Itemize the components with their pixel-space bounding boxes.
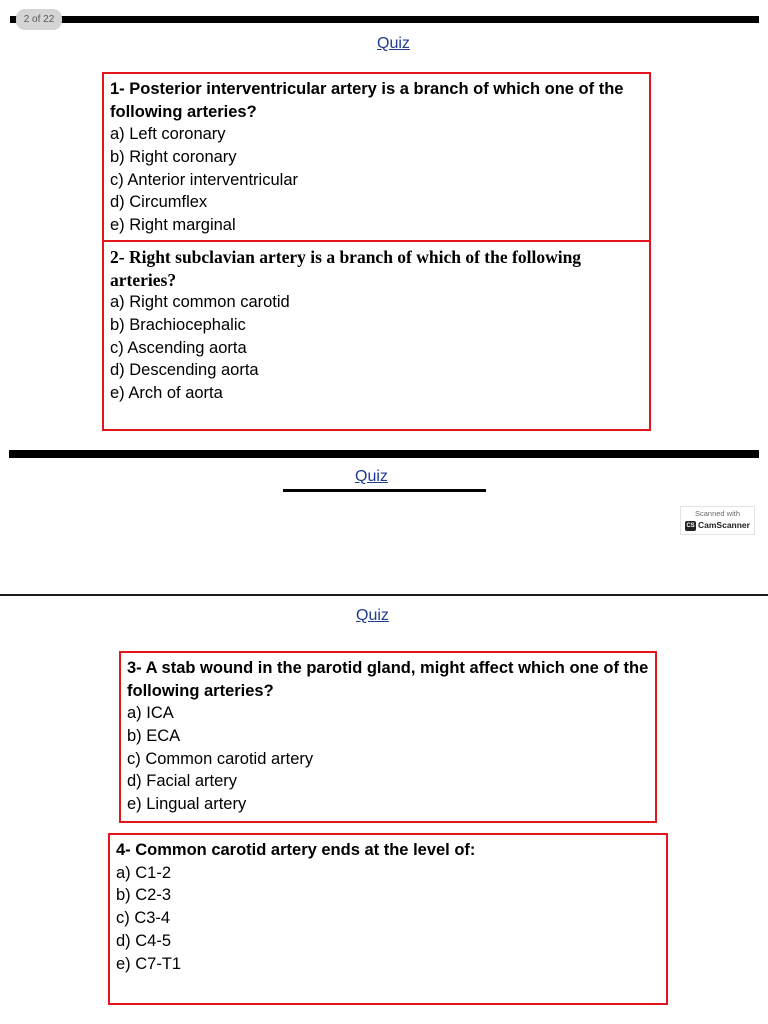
question-3-option-d: d) Facial artery [127, 772, 238, 791]
question-1-option-a: a) Left coronary [110, 125, 226, 143]
camscanner-watermark [680, 506, 755, 535]
question-1-text: 1- Posterior interventricular artery is a branch of which one of the following arteries? [110, 80, 624, 121]
question-3-text: 3- A stab wound in the parotid gland, might affect which one of the following arteries? [127, 659, 649, 700]
question-4-option-e: e) C7-T1 [116, 954, 182, 973]
question-4-box [108, 833, 668, 1005]
question-1-option-e: e) Right marginal [110, 216, 236, 235]
slide-separator-bar [9, 450, 759, 458]
question-2-text: 2- Right subclavian artery is a branch of which of the following arteries? [110, 247, 582, 290]
question-2-option-e: e) Arch of aorta [110, 384, 223, 403]
question-4-option-c: c) C3-4 [116, 909, 171, 928]
question-2-option-a: a) Right common carotid [110, 293, 290, 311]
question-3-option-e: e) Lingual artery [127, 795, 247, 814]
question-1-box [102, 72, 651, 242]
camscanner-logo-icon: CS [686, 523, 695, 529]
question-2-option-c: c) Ascending aorta [110, 338, 247, 357]
question-1-option-b: b) Right coronary [110, 147, 237, 166]
slide-bottom-line [0, 594, 768, 596]
question-3-option-a: a) ICA [127, 704, 174, 722]
question-3-option-c: c) Common carotid artery [127, 749, 314, 768]
question-2-option-d: d) Descending aorta [110, 361, 259, 380]
page-indicator: 2 of 22 [16, 9, 62, 30]
slide2-title: Quiz [355, 468, 388, 485]
question-4-option-d: d) C4-5 [116, 931, 172, 950]
question-2-option-b: b) Brachiocephalic [110, 315, 246, 334]
slide-top-border [10, 16, 759, 23]
question-4-option-a: a) C1-2 [116, 863, 172, 882]
slide2-title-underline [283, 489, 486, 492]
question-1-option-c: c) Anterior interventricular [110, 170, 298, 189]
slide1-title: Quiz [377, 35, 410, 52]
question-2-box [102, 240, 651, 431]
watermark-name: CamScanner [698, 520, 750, 530]
question-3-option-b: b) ECA [127, 726, 181, 745]
question-3-box [119, 651, 657, 823]
question-4-text: 4- Common carotid artery ends at the level of: [116, 841, 476, 859]
question-4-option-b: b) C2-3 [116, 886, 172, 905]
watermark-top-text: Scanned with [694, 509, 741, 518]
slide3-title: Quiz [356, 607, 389, 624]
question-1-option-d: d) Circumflex [110, 193, 208, 212]
